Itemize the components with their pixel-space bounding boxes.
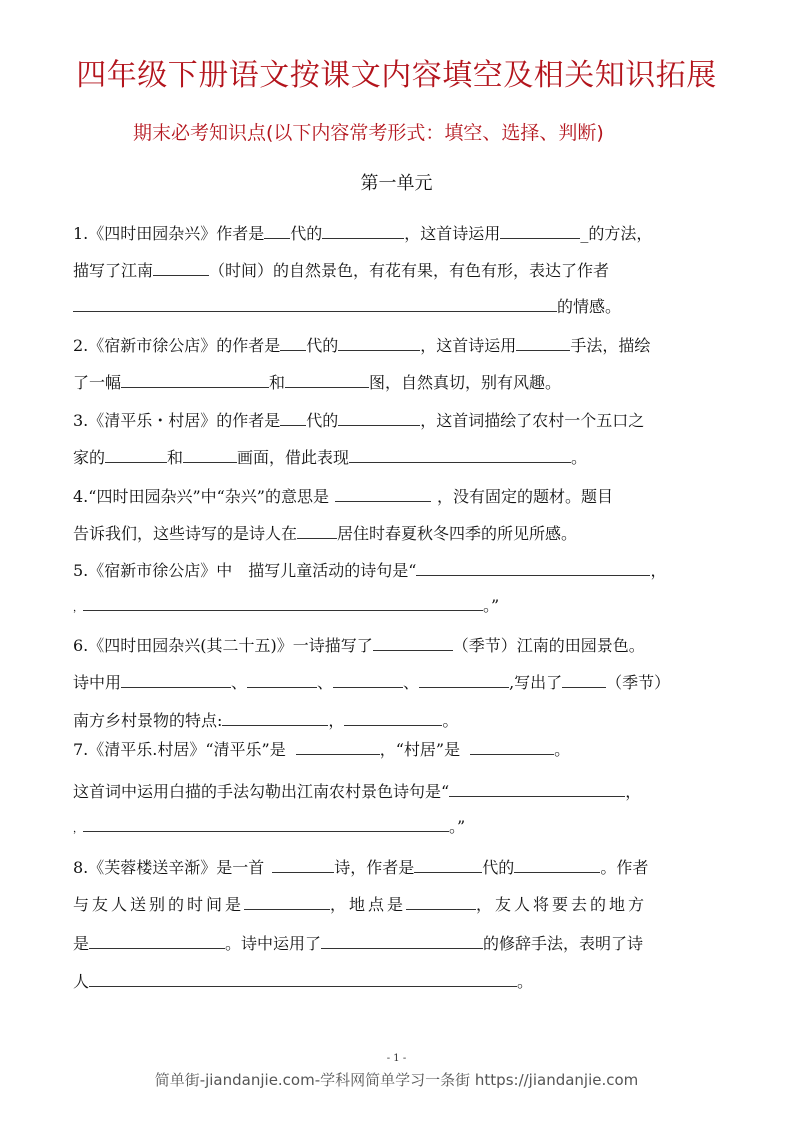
answer-blank[interactable] bbox=[562, 671, 606, 688]
answer-blank[interactable] bbox=[338, 334, 420, 351]
footer-source: 简单街-jiandanjie.com-学科网简单学习一条街 https://jiandanjie.com bbox=[154, 1071, 639, 1089]
answer-blank[interactable] bbox=[416, 559, 650, 576]
question-7-line-3: ， 。” bbox=[73, 817, 466, 836]
answer-blank[interactable] bbox=[338, 409, 420, 426]
question-4-line-1: 4.“四时田园杂兴”中“杂兴”的意思是 ，没有固定的题材。题目 bbox=[73, 487, 614, 506]
answer-blank[interactable] bbox=[296, 738, 380, 755]
answer-blank[interactable] bbox=[264, 222, 290, 239]
answer-blank[interactable] bbox=[470, 738, 554, 755]
question-2-line-2: 了一幅 和 图，自然真切，别有风趣。 bbox=[73, 373, 562, 392]
answer-blank[interactable] bbox=[514, 856, 600, 873]
page-number: - 1 - bbox=[386, 1053, 407, 1064]
document-subtitle: 期末必考知识点(以下内容常考形式：填空、选择、判断) bbox=[133, 122, 604, 144]
answer-blank[interactable] bbox=[222, 709, 328, 726]
question-3-line-2: 家的 和 画面，借此表现 。 bbox=[73, 448, 588, 467]
answer-blank[interactable] bbox=[297, 522, 337, 539]
question-5-line-1: 5.《宿新市徐公店》中 描写儿童活动的诗句是“ ， bbox=[73, 561, 667, 580]
answer-blank[interactable] bbox=[153, 259, 209, 276]
answer-blank[interactable] bbox=[183, 446, 237, 463]
question-8-line-3: 是 。诗中运用了 的修辞手法，表明了诗 bbox=[73, 934, 644, 953]
answer-blank[interactable] bbox=[335, 485, 431, 502]
unit-heading: 第一单元 bbox=[360, 173, 433, 194]
question-4-line-2: 告诉我们，这些诗写的是诗人在 居住时春夏秋冬四季的所见所感。 bbox=[73, 524, 578, 543]
answer-blank[interactable] bbox=[500, 222, 580, 239]
document-title: 四年级下册语文按课文内容填空及相关知识拓展 bbox=[76, 58, 717, 93]
answer-blank[interactable] bbox=[89, 932, 225, 949]
question-7-line-1: 7.《清平乐.村居》“清平乐”是 ，“村居”是 。 bbox=[73, 740, 571, 759]
question-8-line-2: 与友人送别的时间是 ，地点是 ，友人将要去的地方 bbox=[73, 895, 648, 914]
answer-blank[interactable] bbox=[285, 371, 369, 388]
question-6-line-3: 南方乡村景物的特点: ， 。 bbox=[73, 711, 459, 730]
question-1-line-3: 的情感。 bbox=[73, 295, 621, 318]
question-8-line-1: 8.《芙蓉楼送辛渐》是一首 诗，作者是 代的 。作者 bbox=[73, 858, 649, 877]
answer-blank[interactable] bbox=[83, 594, 483, 611]
answer-blank[interactable] bbox=[105, 446, 167, 463]
question-1-line-2: 描写了江南 （时间）的自然景色，有花有果，有色有形，表达了作者 bbox=[73, 261, 610, 280]
answer-blank[interactable] bbox=[333, 671, 403, 688]
question-6-line-1: 6.《四时田园杂兴(其二十五)》一诗描写了 （季节）江南的田园景色。 bbox=[73, 636, 645, 655]
answer-blank[interactable] bbox=[344, 709, 442, 726]
answer-blank[interactable] bbox=[121, 671, 231, 688]
answer-blank[interactable] bbox=[272, 856, 334, 873]
answer-blank[interactable] bbox=[414, 856, 482, 873]
answer-blank[interactable] bbox=[280, 334, 306, 351]
question-3-line-1: 3.《清平乐・村居》的作者是 代的 ，这首词描绘了农村一个五口之 bbox=[73, 411, 645, 430]
answer-blank[interactable] bbox=[419, 671, 509, 688]
answer-blank[interactable] bbox=[449, 780, 625, 797]
question-1-line-1: 1.《四时田园杂兴》作者是 代的 ，这首诗运用 _的方法， bbox=[73, 224, 653, 243]
answer-blank[interactable] bbox=[83, 815, 449, 832]
answer-blank[interactable] bbox=[322, 222, 404, 239]
answer-blank[interactable] bbox=[349, 446, 571, 463]
question-8-line-4: 人 。 bbox=[73, 972, 534, 991]
answer-blank[interactable] bbox=[406, 893, 476, 910]
answer-blank[interactable] bbox=[280, 409, 306, 426]
question-2-line-1: 2.《宿新市徐公店》的作者是 代的 ，这首诗运用 手法，描绘 bbox=[73, 336, 651, 355]
answer-blank[interactable] bbox=[247, 671, 317, 688]
answer-blank[interactable] bbox=[321, 932, 483, 949]
question-7-line-2: 这首词中运用白描的手法勾勒出江南农村景色诗句是“ ， bbox=[73, 782, 642, 801]
answer-blank[interactable] bbox=[73, 295, 557, 312]
question-5-line-2: ， 。” bbox=[73, 596, 500, 615]
answer-blank[interactable] bbox=[516, 334, 570, 351]
question-6-line-2: 诗中用 、 、 、 ,写出了 （季节） bbox=[73, 673, 671, 692]
answer-blank[interactable] bbox=[244, 893, 330, 910]
answer-blank[interactable] bbox=[89, 970, 517, 987]
answer-blank[interactable] bbox=[121, 371, 269, 388]
answer-blank[interactable] bbox=[373, 634, 453, 651]
